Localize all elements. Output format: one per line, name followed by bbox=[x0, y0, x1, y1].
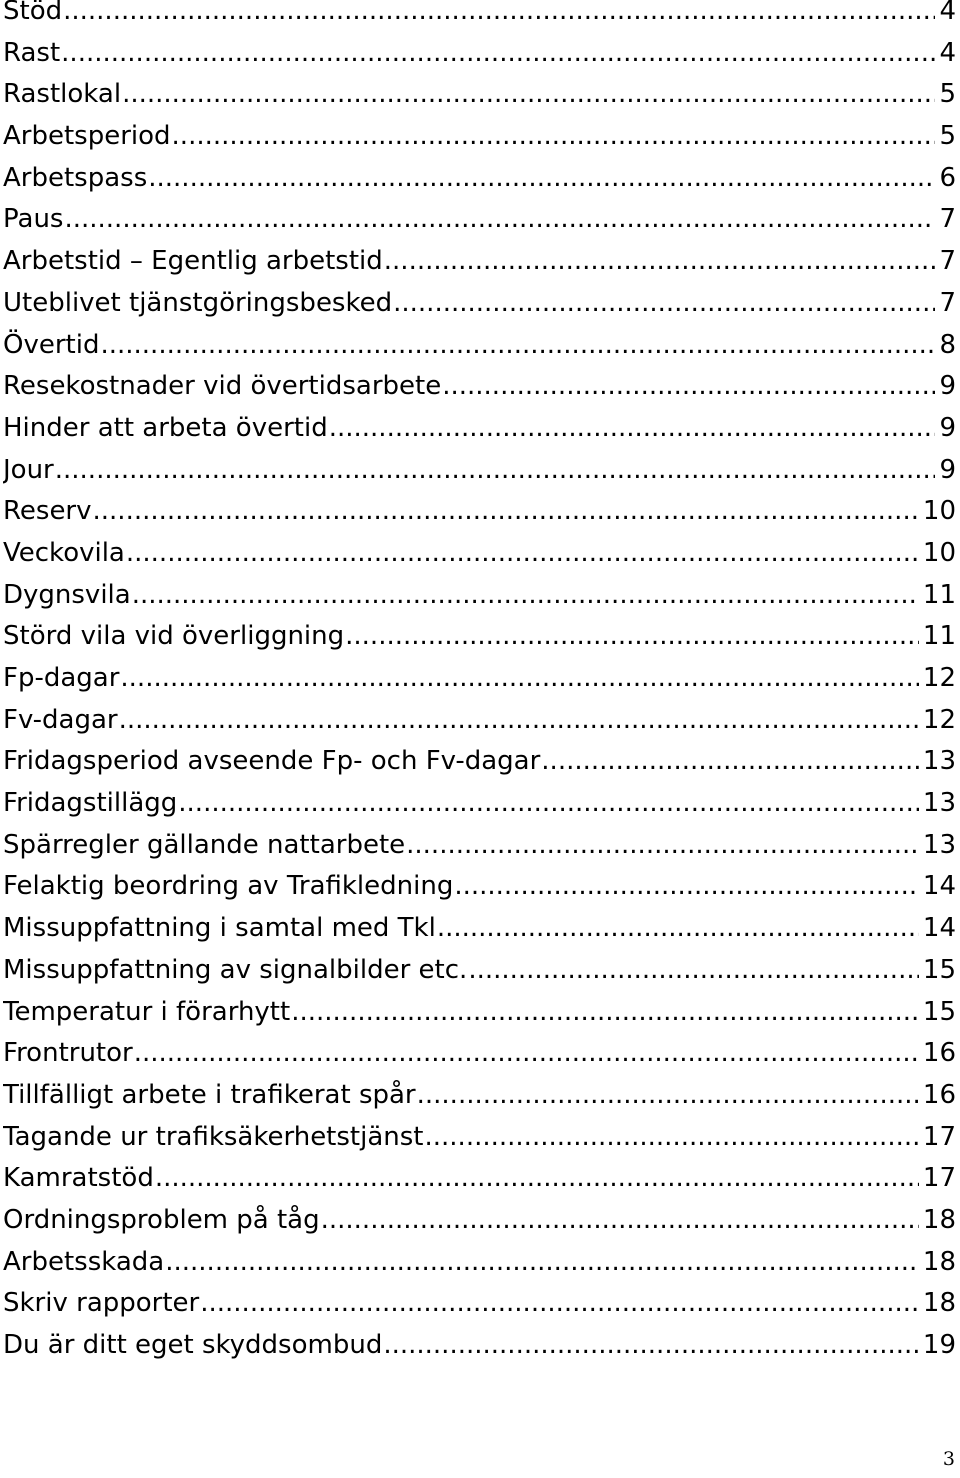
toc-entry-page: 18 bbox=[922, 1246, 956, 1277]
toc-entry-page: 5 bbox=[939, 121, 956, 152]
toc-entry-title: Arbetstid – Egentlig arbetstid bbox=[3, 246, 383, 277]
toc-leader-dots bbox=[383, 1325, 919, 1367]
toc-entry[interactable] bbox=[3, 366, 956, 408]
toc-leader-dots bbox=[55, 450, 936, 492]
toc-entry-title: Veckovila bbox=[3, 537, 125, 568]
toc-entry-page: 11 bbox=[922, 579, 956, 610]
toc-entry[interactable] bbox=[3, 658, 956, 700]
toc-leader-dots bbox=[468, 950, 919, 992]
toc-entry-page: 19 bbox=[922, 1330, 956, 1360]
toc-entry-title: Störd vila vid överliggning bbox=[3, 621, 345, 652]
toc-entry-title: Fridagsperiod avseende Fp- och Fv-dagar bbox=[3, 746, 541, 777]
toc-leader-dots bbox=[61, 33, 935, 75]
toc-entry[interactable] bbox=[3, 741, 956, 783]
toc-entry[interactable] bbox=[3, 1325, 956, 1367]
toc-entry-title: Temperatur i förarhytt bbox=[3, 996, 291, 1027]
toc-entry[interactable] bbox=[3, 325, 956, 367]
toc-entry-title: Rast bbox=[3, 37, 61, 68]
toc-leader-dots bbox=[417, 1075, 919, 1117]
toc-entry-title: Övertid bbox=[3, 329, 100, 360]
toc-entry-title: Uteblivet tjänstgöringsbesked bbox=[3, 287, 393, 318]
toc-entry[interactable] bbox=[3, 1200, 956, 1242]
toc-leader-dots bbox=[134, 1033, 919, 1075]
toc-entry-page: 8 bbox=[939, 329, 956, 360]
toc-entry-page: 9 bbox=[939, 412, 956, 443]
toc-entry[interactable] bbox=[3, 283, 956, 325]
toc-entry-page: 17 bbox=[922, 1163, 956, 1194]
toc-entry-page: 9 bbox=[939, 371, 956, 402]
toc-entry-title: Felaktig beordring av Trafikledning bbox=[3, 871, 454, 902]
toc-entry[interactable] bbox=[3, 950, 956, 992]
toc-entry-title: Skriv rapporter bbox=[3, 1288, 200, 1319]
toc-leader-dots bbox=[148, 158, 935, 200]
toc-entry-page: 11 bbox=[922, 621, 956, 652]
toc-leader-dots bbox=[425, 1117, 919, 1159]
toc-entry-title: Resekostnader vid övertidsarbete bbox=[3, 371, 442, 402]
toc-leader-dots bbox=[329, 408, 936, 450]
toc-entry-title: Reserv bbox=[3, 496, 92, 527]
toc-entry-page: 4 bbox=[939, 37, 956, 68]
page-number: 3 bbox=[942, 1448, 955, 1470]
toc-leader-dots bbox=[120, 658, 919, 700]
toc-entry[interactable] bbox=[3, 1242, 956, 1284]
toc-entry-page: 13 bbox=[922, 788, 956, 819]
toc-entry[interactable] bbox=[3, 74, 956, 116]
toc-entry-title: Hinder att arbeta övertid bbox=[3, 412, 328, 443]
toc-entry-title: Du är ditt eget skyddsombud bbox=[3, 1330, 383, 1360]
toc-entry-title: Stöd bbox=[3, 0, 63, 26]
toc-leader-dots bbox=[172, 116, 936, 158]
toc-entry-page: 14 bbox=[922, 913, 956, 944]
toc-leader-dots bbox=[541, 741, 919, 783]
toc-entry[interactable] bbox=[3, 533, 956, 575]
toc-leader-dots bbox=[126, 533, 919, 575]
toc-entry-page: 17 bbox=[922, 1121, 956, 1152]
toc-entry[interactable] bbox=[3, 783, 956, 825]
toc-leader-dots bbox=[442, 366, 935, 408]
toc-leader-dots bbox=[321, 1200, 919, 1242]
toc-entry-page: 18 bbox=[922, 1204, 956, 1235]
toc-leader-dots bbox=[200, 1283, 919, 1325]
toc-leader-dots bbox=[132, 575, 919, 617]
toc-entry-page: 18 bbox=[922, 1288, 956, 1319]
toc-entry-title: Ordningsproblem på tåg bbox=[3, 1204, 320, 1235]
toc-leader-dots bbox=[165, 1242, 919, 1284]
toc-entry[interactable] bbox=[3, 866, 956, 908]
toc-entry-page: 15 bbox=[922, 954, 956, 985]
toc-entry[interactable] bbox=[3, 908, 956, 950]
toc-entry[interactable] bbox=[3, 33, 956, 75]
toc-leader-dots bbox=[291, 992, 919, 1034]
toc-leader-dots bbox=[454, 866, 919, 908]
toc-entry-page: 10 bbox=[922, 537, 956, 568]
toc-entry-title: Missuppfattning av signalbilder etc. bbox=[3, 954, 468, 985]
toc-entry-title: Fv-dagar bbox=[3, 704, 118, 735]
toc-entry[interactable] bbox=[3, 1117, 956, 1159]
toc-entry-page: 13 bbox=[922, 746, 956, 777]
toc-entry-page: 15 bbox=[922, 996, 956, 1027]
toc-entry[interactable] bbox=[3, 241, 956, 283]
toc-entry-title: Tillfälligt arbete i trafikerat spår bbox=[3, 1079, 416, 1110]
toc-entry-title: Rastlokal bbox=[3, 79, 122, 110]
toc-leader-dots bbox=[345, 616, 919, 658]
toc-entry-page: 16 bbox=[922, 1079, 956, 1110]
toc-leader-dots bbox=[406, 825, 919, 867]
toc-entry-page: 7 bbox=[939, 287, 956, 318]
toc-leader-dots bbox=[122, 74, 935, 116]
toc-leader-dots bbox=[384, 241, 936, 283]
toc-entry[interactable] bbox=[3, 1158, 956, 1200]
toc-entry-page: 16 bbox=[922, 1038, 956, 1069]
toc-entry-title: Fp-dagar bbox=[3, 663, 120, 693]
toc-entry-title: Jour bbox=[3, 454, 54, 485]
toc-leader-dots bbox=[155, 1158, 919, 1200]
toc-leader-dots bbox=[178, 783, 919, 825]
toc-entry[interactable] bbox=[3, 1075, 956, 1117]
toc-entry[interactable] bbox=[3, 158, 956, 200]
toc-entry[interactable] bbox=[3, 575, 956, 617]
toc-entry[interactable] bbox=[3, 616, 956, 658]
toc-entry[interactable] bbox=[3, 450, 956, 492]
toc-entry-page: 7 bbox=[939, 204, 956, 235]
toc-entry-page: 13 bbox=[922, 829, 956, 860]
toc-entry[interactable] bbox=[3, 992, 956, 1034]
toc-leader-dots bbox=[393, 283, 935, 325]
toc-entry-page: 5 bbox=[939, 79, 956, 110]
table-of-contents bbox=[3, 0, 956, 1367]
toc-leader-dots bbox=[64, 199, 935, 241]
toc-entry-page: 4 bbox=[939, 0, 956, 26]
toc-leader-dots bbox=[100, 325, 935, 367]
toc-entry[interactable] bbox=[3, 1283, 956, 1325]
toc-entry-title: Kamratstöd bbox=[3, 1163, 154, 1194]
toc-entry[interactable] bbox=[3, 491, 956, 533]
toc-entry-title: Dygnsvila bbox=[3, 579, 131, 610]
toc-entry-title: Arbetsskada bbox=[3, 1246, 165, 1277]
toc-entry-title: Arbetsperiod bbox=[3, 121, 171, 152]
toc-entry-title: Frontrutor bbox=[3, 1038, 133, 1069]
toc-entry[interactable] bbox=[3, 700, 956, 742]
toc-entry-title: Tagande ur trafiksäkerhetstjänst bbox=[3, 1121, 424, 1152]
toc-leader-dots bbox=[119, 700, 919, 742]
toc-entry[interactable] bbox=[3, 1033, 956, 1075]
toc-entry-page: 7 bbox=[939, 246, 956, 277]
toc-entry[interactable] bbox=[3, 116, 956, 158]
toc-entry-title: Paus bbox=[3, 204, 64, 235]
toc-leader-dots bbox=[63, 0, 935, 33]
toc-entry-page: 12 bbox=[922, 704, 956, 735]
toc-entry-page: 14 bbox=[922, 871, 956, 902]
toc-leader-dots bbox=[93, 491, 919, 533]
toc-entry[interactable] bbox=[3, 199, 956, 241]
toc-entry-title: Arbetspass bbox=[3, 162, 148, 193]
toc-leader-dots bbox=[437, 908, 919, 950]
toc-entry[interactable] bbox=[3, 0, 956, 33]
toc-entry-page: 10 bbox=[922, 496, 956, 527]
toc-entry-title: Fridagstillägg bbox=[3, 788, 178, 819]
toc-entry-page: 12 bbox=[922, 663, 956, 693]
toc-entry-page: 9 bbox=[939, 454, 956, 485]
toc-entry-page: 6 bbox=[939, 162, 956, 193]
toc-entry[interactable] bbox=[3, 408, 956, 450]
toc-entry-title: Spärregler gällande nattarbete bbox=[3, 829, 406, 860]
toc-entry[interactable] bbox=[3, 825, 956, 867]
toc-entry-title: Missuppfattning i samtal med Tkl bbox=[3, 913, 436, 944]
